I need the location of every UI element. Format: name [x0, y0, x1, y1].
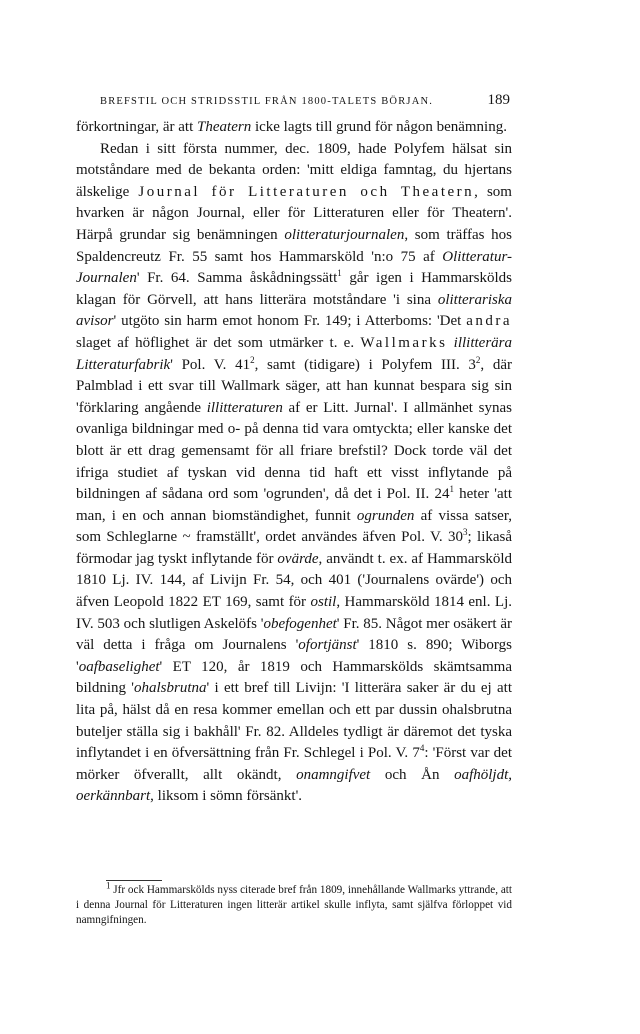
- italic-term: obefogenhet: [263, 615, 337, 632]
- italic-term: ofortjänst: [298, 637, 357, 654]
- italic-term: illitterära Litteraturfabrik: [76, 334, 512, 373]
- superscript: 3: [463, 527, 468, 538]
- italic-term: ogrunden: [356, 507, 415, 524]
- text-span: slaget af höflighet är det som utmärker t. e.: [76, 334, 361, 351]
- text-span: ' Pol. V. 41: [170, 356, 251, 373]
- italic-term: oafhöljdt, oerkännbart: [76, 766, 512, 805]
- superscript: 4: [419, 743, 425, 754]
- text-span: , som träffas hos Spaldencreutz Fr. 55 samt hos Hammarsköld 'n:o 75 af: [76, 226, 512, 265]
- italic-term: illitteraturen: [206, 399, 283, 416]
- italic-term: Olitteratur-Journalen: [76, 248, 512, 287]
- text-span: : 'Först var det mörker öfverallt, allt okändt,: [76, 745, 512, 783]
- spaced-name: Wallmarks: [360, 334, 448, 351]
- spaced-title: Journal för Litteraturen och Theatern: [138, 183, 475, 200]
- italic-term: olitteraturjournalen: [284, 226, 405, 243]
- text-span: , som hvarken är någon Journal, eller för Litteraturen eller för Theatern'. Härpå grundar sig benämningen: [76, 183, 512, 243]
- paragraph-1: [76, 117, 512, 139]
- running-title: BREFSTIL OCH STRIDSSTIL FRÅN 1800-TALETS BÖRJAN.: [100, 96, 434, 107]
- text-span: af er Litt. Jurnal'. I allmänhet synas ovanliga bildningar med o- på denna tid vara omtyckta; eller kanske det blott är ett drag gemensamt för all friare brefstil? Dock torde väl det ifriga studiet af tyskan vid denna tid haft ett visst inflytande på bildningen af sådana ord som 'ogrunden', då det i Pol. II. 24: [76, 399, 513, 503]
- footnote-mark: 1: [106, 880, 111, 891]
- text-span: heter 'att man, i en och annan biomständighet, funnit: [76, 486, 512, 524]
- text-span: , samt (tidigare) i Polyfem III. 3: [254, 356, 476, 373]
- italic-term: onamngifvet: [296, 766, 371, 783]
- text-span: ' Fr. 85. Något mer osäkert är väl detta i fråga om Journalens ': [76, 615, 512, 654]
- italic-term: Theatern: [197, 119, 252, 135]
- text-span: , Hammarsköld 1814 enl. Lj. IV. 503 och slutligen Askelöfs ': [76, 594, 512, 632]
- italic-term: olitterariska avisor: [76, 291, 512, 330]
- italic-term: ohalsbrutna: [134, 680, 207, 697]
- superscript: 2: [250, 354, 255, 365]
- text-span: icke lagts till grund för någon benämning.: [251, 119, 507, 135]
- footnote: [76, 880, 513, 928]
- footnote-paragraph: [76, 880, 513, 928]
- footnote-divider: [106, 880, 162, 881]
- text-span: af vissa satser, som Schleglarne ~ framställt', ordet användes äfven Pol. V. 30: [76, 507, 512, 546]
- text-span: ' i ett bref till Livijn: 'I litterära saker är du ej att lita på, hälst då en resa kommer emellan och ett par dussin ohalsbrutna buteljer ställa sig i bakhåll' Fr. 82. Alldeles tydligt är däremot det tyska inflytandet i en öfversättning från Fr. Schlegel i Pol. V. 7: [76, 680, 512, 762]
- page-number: 189: [487, 92, 510, 108]
- text-span: , användt t. ex. af Hammarsköld 1810 Lj. IV. 144, af Livijn Fr. 54, och 401 ('Journalens ovärde') och äfven Leopold 1822 ET 169, samt för: [76, 550, 512, 611]
- spaced-word: andra: [466, 313, 512, 330]
- superscript: 2: [475, 354, 481, 365]
- text-span: , liksom i sömn försänkt'.: [150, 788, 303, 805]
- text-span: ' ET 120, år 1819 och Hammarskölds skämtsamma bildning ': [76, 658, 512, 697]
- text-span: och Ån: [370, 766, 455, 783]
- text-span: går igen i Hammarskölds klagan för Görvell, att hans litterära motståndare 'i sina: [76, 270, 512, 308]
- running-header: [100, 92, 510, 109]
- superscript: 1: [449, 484, 454, 495]
- italic-term: oafbaselighet: [78, 658, 160, 675]
- text-span: Redan i sitt första nummer, dec. 1809, hade Polyfem hälsat sin motståndare med de bekanta orden: 'mitt eldiga famntag, du hjertans älskelige: [76, 140, 512, 200]
- italic-term: ovärde: [277, 550, 319, 567]
- footnote-ref[interactable]: 1: [337, 268, 342, 279]
- text-span: ' Fr. 64. Samma åskådningssätt: [136, 270, 338, 287]
- italic-term: ostil: [310, 594, 337, 611]
- paragraph-2: [76, 139, 512, 808]
- text-span: ' 1810 s. 890; Wiborgs ': [76, 637, 512, 675]
- footnote-text: Jfr ock Hammarskölds nyss citerade bref från 1809, innehållande Wallmarks yttrande, att i denna Journal för Litteraturen ingen litterär artikel skulle inflyta, samt själfva förloppet vid namngifningen.: [76, 884, 513, 926]
- text-span: ' utgöto sin harm emot honom Fr. 149; i Atterboms: 'Det: [113, 313, 467, 330]
- text-span: förkortningar, är att: [76, 119, 198, 135]
- text-span: ; likaså förmodar jag tyskt inflytande för: [76, 529, 513, 567]
- text-span: , där Palmblad i ett svar till Wallmark säger, att han kunnat bespara sig sin 'förklaring angående: [76, 356, 512, 416]
- body-text: [76, 117, 512, 808]
